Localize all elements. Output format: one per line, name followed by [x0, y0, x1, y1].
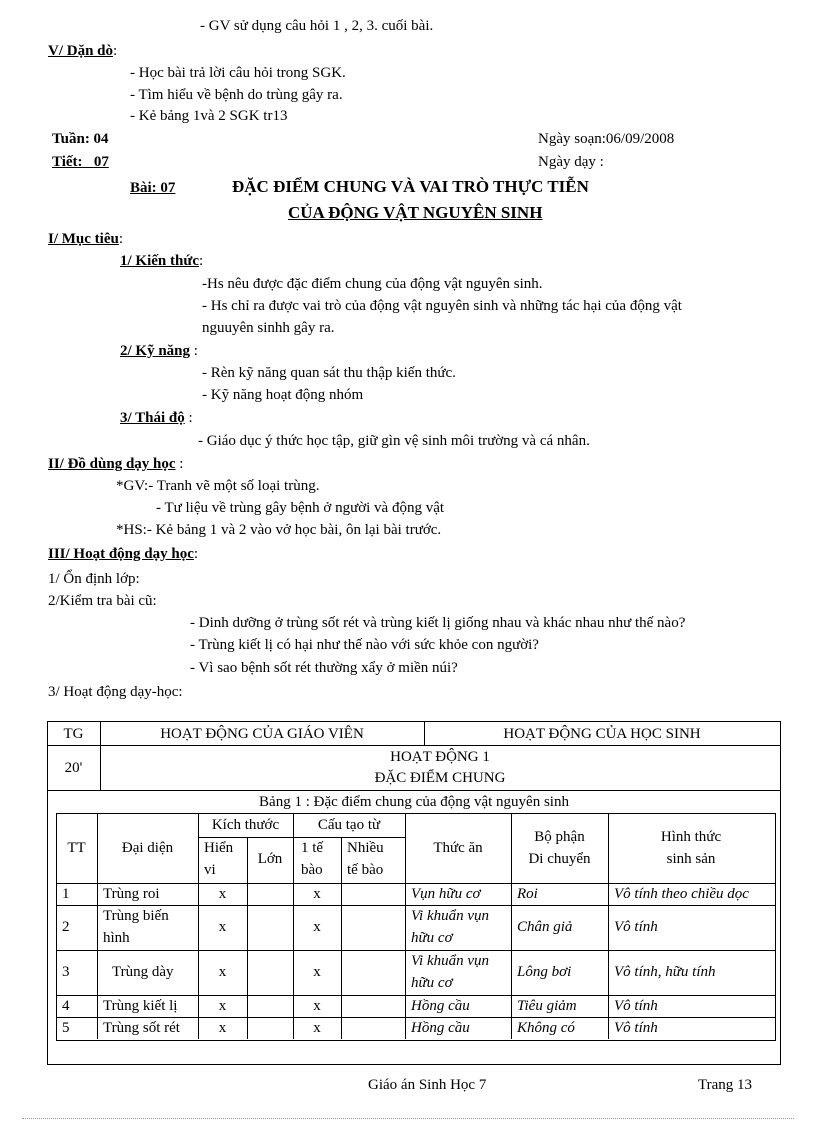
row-reproduction: Vô tính — [614, 1020, 658, 1036]
attitude-heading: 3/ Thái độ : — [120, 410, 193, 426]
header-teacher: HOẠT ĐỘNG CỦA GIÁO VIÊN — [160, 726, 364, 742]
lesson-title-line2: CỦA ĐỘNG VẬT NGUYÊN SINH — [288, 203, 543, 222]
col-header-locomotion: Bộ phận — [534, 829, 585, 845]
col-header-multi-cell: Nhiều — [347, 840, 384, 856]
row-reproduction: Vô tính theo chiều dọc — [614, 886, 749, 902]
row-food: Vi khuẩn vụn — [411, 953, 490, 969]
row-locomotion: Tiêu giảm — [517, 998, 577, 1014]
skills-line: - Rèn kỹ năng quan sát thu thập kiến thức. — [202, 365, 456, 381]
materials-line: *GV:- Tranh vẽ một số loại trùng. — [116, 478, 320, 494]
row-food: Hồng cầu — [411, 998, 470, 1014]
row-microscopic: x — [218, 1020, 227, 1036]
row-food: Vụn hữu cơ — [411, 886, 481, 902]
knowledge-line: -Hs nêu được đặc điểm chung của động vật nguyên sinh. — [202, 276, 543, 292]
col-header-single-cell: 1 tế — [301, 840, 324, 856]
row-single-cell: x — [313, 919, 321, 935]
skills-line: - Kỹ năng hoạt động nhóm — [202, 387, 364, 403]
col-header-single-cell-2: bào — [301, 862, 323, 878]
row-single-cell: x — [313, 886, 321, 902]
objectives-heading: I/ Mục tiêu: — [48, 231, 123, 247]
homework-item: - Kẻ bảng 1và 2 SGK tr13 — [130, 108, 288, 124]
review-question: - Dinh dưỡng ở trùng sốt rét và trùng kiết lị giống nhau và khác nhau như thế nào? — [190, 615, 686, 631]
row-microscopic: x — [218, 998, 227, 1014]
review-question: - Trùng kiết lị có hại như thế nào với sức khỏe con người? — [190, 637, 539, 653]
row-locomotion: Lông bơi — [517, 964, 572, 980]
row-food-2: hữu cơ — [411, 975, 453, 991]
review-question: - Vì sao bệnh sốt rét thường xẩy ở miền núi? — [190, 660, 458, 676]
step-stabilize: 1/ Ổn định lớp: — [48, 571, 140, 587]
row-reproduction: Vô tính — [614, 919, 658, 935]
footer-book: Giáo án Sinh Học 7 — [368, 1077, 487, 1093]
homework-item: - Học bài trả lời câu hỏi trong SGK. — [130, 65, 346, 81]
row-tt: 4 — [62, 998, 70, 1014]
materials-line: *HS:- Kẻ bảng 1 và 2 vào vở học bài, ôn lại bài trước. — [116, 522, 442, 538]
col-header-reproduction-2: sinh sản — [666, 851, 716, 867]
table-caption: Bảng 1 : Đặc điểm chung của động vật nguyên sinh — [259, 794, 569, 810]
col-header-reproduction: Hình thức — [660, 829, 722, 845]
row-reproduction: Vô tính, hữu tính — [614, 964, 716, 980]
footer-separator — [22, 1118, 794, 1119]
lesson-title-line1: ĐẶC ĐIỂM CHUNG VÀ VAI TRÒ THỰC TIỄN — [232, 177, 589, 196]
materials-heading: II/ Đồ dùng dạy học : — [48, 456, 184, 472]
col-header-size: Kích thước — [211, 817, 280, 833]
row-locomotion: Không có — [517, 1020, 575, 1036]
activity-subtitle: ĐẶC ĐIỂM CHUNG — [374, 770, 506, 786]
row-representative: Trùng roi — [103, 886, 160, 902]
row-representative: Trùng biến — [103, 908, 169, 924]
knowledge-line: nguuyên sinhh gây ra. — [202, 320, 335, 336]
col-header-locomotion-2: Di chuyển — [528, 851, 591, 867]
row-representative-2: hình — [103, 930, 130, 946]
skills-heading: 2/ Kỹ năng : — [120, 343, 198, 359]
row-single-cell: x — [313, 964, 321, 980]
step-teaching: 3/ Hoạt động dạy-học: — [48, 684, 183, 700]
footer-page: Trang 13 — [698, 1077, 753, 1093]
row-food-2: hữu cơ — [411, 930, 453, 946]
col-header-representative: Đại diện — [121, 840, 174, 856]
period-label: Tiết: 07 — [52, 154, 109, 170]
col-header-multi-cell-2: tế bào — [347, 862, 384, 878]
row-representative: Trùng sốt rét — [103, 1020, 180, 1036]
row-single-cell: x — [313, 1020, 321, 1036]
homework-item: - Tìm hiểu về bệnh do trùng gây ra. — [130, 87, 343, 103]
col-header-tt: TT — [67, 840, 86, 856]
row-tt: 3 — [62, 964, 70, 980]
row-single-cell: x — [313, 998, 321, 1014]
week-label: Tuần: 04 — [52, 131, 109, 147]
row-reproduction: Vô tính — [614, 998, 658, 1014]
activity-title: HOẠT ĐỘNG 1 — [390, 749, 490, 765]
header-student: HOẠT ĐỘNG CỦA HỌC SINH — [503, 726, 701, 742]
col-header-large: Lớn — [257, 851, 283, 867]
knowledge-heading: 1/ Kiến thức: — [120, 253, 204, 269]
step-review: 2/Kiểm tra bài cũ: — [48, 593, 157, 609]
row-tt: 2 — [62, 919, 70, 935]
row-microscopic: x — [218, 919, 227, 935]
teach-date: Ngày dạy : — [538, 154, 604, 170]
prepared-date: Ngày soạn:06/09/2008 — [538, 131, 675, 147]
activity-time: 20' — [64, 760, 83, 776]
row-locomotion: Roi — [517, 886, 538, 902]
col-header-structure: Cấu tạo từ — [317, 817, 381, 833]
row-food: Vi khuẩn vụn — [411, 908, 490, 924]
review-note: - GV sử dụng câu hỏi 1 , 2, 3. cuối bài. — [200, 18, 434, 34]
header-time: TG — [63, 726, 84, 742]
row-food: Hồng cầu — [411, 1020, 470, 1036]
col-header-food: Thức ăn — [433, 840, 483, 856]
row-microscopic: x — [218, 964, 227, 980]
attitude-line: - Giáo dục ý thức học tập, giữ gìn vệ sinh môi trường và cá nhân. — [198, 433, 590, 449]
row-locomotion: Chân giả — [517, 919, 573, 935]
homework-heading: V/ Dặn dò: — [48, 43, 118, 59]
col-header-microscopic-2: vi — [204, 862, 216, 878]
materials-line: - Tư liệu về trùng gây bệnh ở người và động vật — [156, 500, 445, 516]
activities-heading: III/ Hoạt động dạy học: — [48, 546, 199, 562]
row-representative: Trùng kiết lị — [103, 998, 178, 1014]
row-microscopic: x — [218, 886, 227, 902]
row-tt: 1 — [62, 886, 70, 902]
lesson-number: Bài: 07 — [130, 180, 176, 196]
knowledge-line: - Hs chỉ ra được vai trò của động vật nguyên sinh và những tác hại của động vật — [202, 298, 682, 314]
row-representative: Trùng dày — [112, 964, 174, 980]
col-header-microscopic: Hiển — [204, 840, 234, 856]
row-tt: 5 — [62, 1020, 70, 1036]
